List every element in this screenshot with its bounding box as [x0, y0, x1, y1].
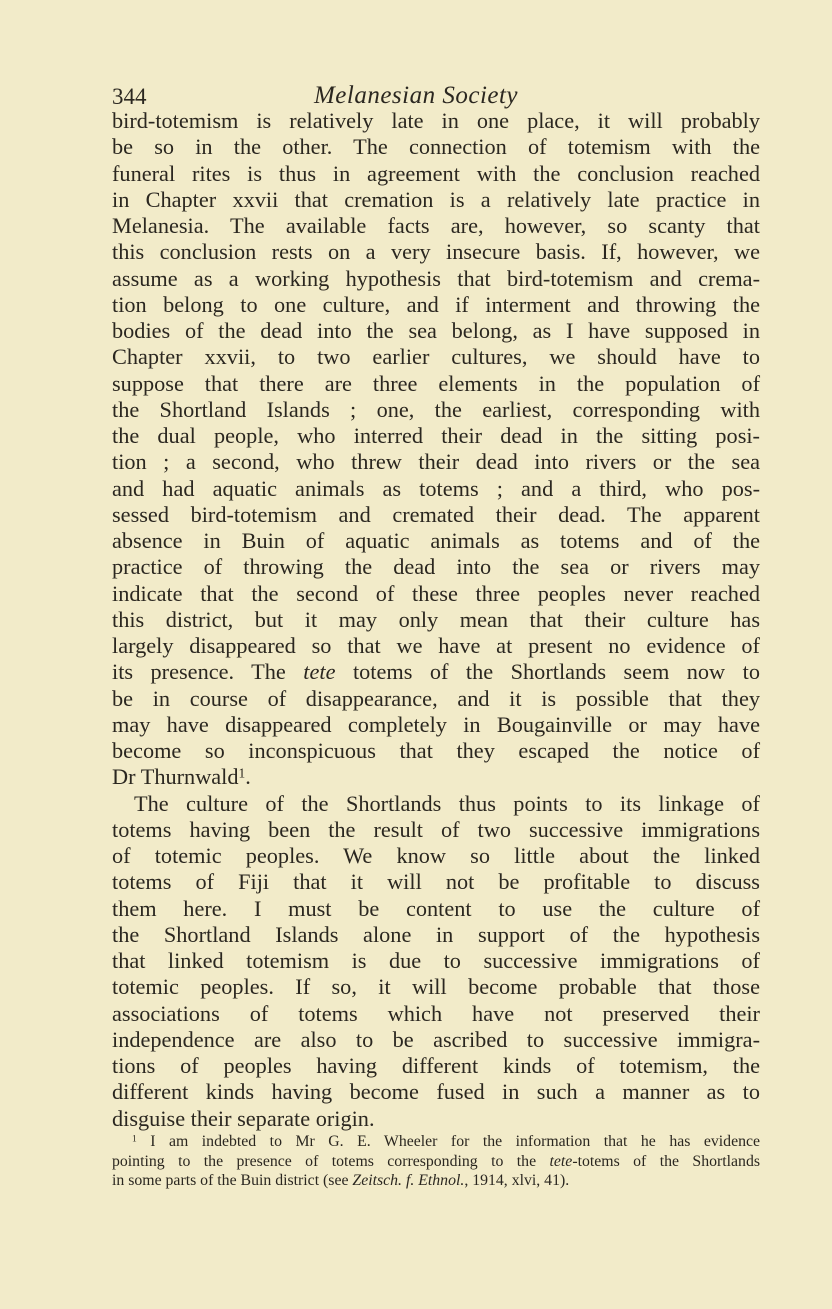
text-segment: the Shortland Islands ; one, the earliest, corresponding with: [112, 396, 760, 422]
text-segment: suppose that there are three elements in the population of: [112, 370, 760, 396]
text-segment: them here. I must be content to use the culture of: [112, 895, 760, 921]
text-segment: in some parts of the Buin district (see: [112, 1172, 353, 1189]
text-line: [112, 161, 760, 187]
footnote: [112, 1132, 760, 1191]
text-line: [112, 633, 760, 659]
text-line: [112, 869, 760, 895]
text-segment: this conclusion rests on a very insecure basis. If, however, we: [112, 239, 760, 265]
text-segment: totems having been the result of two successive immigrations: [112, 816, 760, 842]
text-line: [112, 187, 760, 213]
text-line: [112, 712, 760, 738]
text-line: [112, 1079, 760, 1105]
text-line: [112, 108, 760, 134]
text-line: [112, 1132, 760, 1152]
text-segment: become so inconspicuous that they escaped the notice of: [112, 738, 760, 763]
text-line: [112, 344, 760, 370]
text-segment: Chapter xxvii, to two earlier cultures, we should have to: [112, 344, 760, 370]
text-line: [112, 502, 760, 528]
text-segment: tion ; a second, who threw their dead into rivers or the sea: [112, 449, 760, 475]
text-segment: indicate that the second of these three peoples never reached: [112, 580, 760, 606]
italic-text: tete: [303, 659, 336, 685]
footnote-marker: 1: [238, 765, 246, 781]
text-segment: may have disappeared completely in Bougainville or may have: [112, 711, 760, 737]
text-line: [112, 134, 760, 160]
text-segment: associations of totems which have not preserved their: [112, 1000, 760, 1026]
text-segment: funeral rites is thus in agreement with the conclusion reached: [112, 160, 760, 186]
text-line: [112, 371, 760, 397]
italic-text: Zeitsch. f. Ethnol.: [352, 1172, 465, 1189]
text-line: [112, 318, 760, 344]
text-segment: this district, but it may only mean that their culture has: [112, 606, 760, 632]
text-segment: Melanesia. The available facts are, however, so scanty that: [112, 213, 760, 238]
text-line: [112, 1053, 760, 1079]
text-segment: be so in the other. The connection of totemism with the: [112, 134, 760, 160]
text-segment: different kinds having become fused in such a manner as to: [112, 1079, 760, 1105]
text-line: [112, 948, 760, 974]
text-segment: practice of throwing the dead into the sea or rivers may: [112, 554, 760, 580]
text-segment: the dual people, who interred their dead in the sitting posi-: [112, 423, 760, 448]
text-line: [112, 738, 760, 764]
text-line: [112, 922, 760, 948]
text-line: [112, 1171, 760, 1191]
text-segment: of totemic peoples. We know so little about the linked: [112, 843, 760, 868]
text-segment: be in course of disappearance, and it is possible that they: [112, 685, 760, 711]
text-segment: largely disappeared so that we have at present no evidence of: [112, 633, 760, 658]
page-number: 344: [112, 84, 147, 109]
text-line: [112, 896, 760, 922]
text-segment: sessed bird-totemism and cremated their dead. The apparent: [112, 501, 760, 527]
text-segment: bodies of the dead into the sea belong, as I have supposed in: [112, 318, 760, 343]
italic-text: tete: [549, 1152, 573, 1170]
text-segment: its presence. The: [112, 659, 304, 685]
text-segment: The culture of the Shortlands thus points to its linkage of: [134, 790, 760, 816]
text-line: [112, 974, 760, 1000]
text-segment: tions of peoples having different kinds of totemism, the: [112, 1053, 760, 1078]
text-segment: .: [245, 764, 251, 790]
text-segment: I am indebted to Mr G. E. Wheeler for the information that he has evidence: [136, 1133, 760, 1150]
text-segment: pointing to the presence of totems corresponding to the: [112, 1152, 550, 1170]
text-segment: totems of the Shortlands seem now to: [335, 659, 760, 685]
text-line: [112, 476, 760, 502]
text-line: [112, 292, 760, 318]
text-line: [112, 397, 760, 423]
text-line: [112, 581, 760, 607]
text-segment: Dr Thurnwald: [112, 764, 239, 790]
text-line: [112, 764, 760, 790]
text-segment: independence are also to be ascribed to successive immigra-: [112, 1026, 760, 1052]
text-line: [112, 817, 760, 843]
text-segment: in Chapter xxvii that cremation is a relatively late practice in: [112, 186, 760, 212]
text-line: [112, 1027, 760, 1053]
text-line: [112, 843, 760, 869]
text-segment: totemic peoples. If so, it will become probable that those: [112, 974, 760, 1000]
text-line: [112, 791, 760, 817]
text-line: [112, 1001, 760, 1027]
text-line: [112, 1106, 760, 1132]
text-line: [112, 686, 760, 712]
text-line: [112, 528, 760, 554]
text-segment: -totems of the Shortlands: [572, 1152, 761, 1170]
text-line: [112, 659, 760, 685]
text-line: [112, 239, 760, 265]
text-line: [112, 1152, 760, 1172]
text-line: [112, 423, 760, 449]
footnote-marker: 1: [132, 1134, 137, 1145]
running-title: Melanesian Society: [313, 82, 519, 109]
text-segment: absence in Buin of aquatic animals as totems and of the: [112, 528, 760, 553]
text-segment: disguise their separate origin.: [112, 1105, 375, 1131]
text-line: [112, 607, 760, 633]
text-segment: totems of Fiji that it will not be profitable to discuss: [112, 869, 760, 895]
text-line: [112, 213, 760, 239]
text-segment: and had aquatic animals as totems ; and a third, who pos-: [112, 475, 760, 501]
text-segment: the Shortland Islands alone in support of the hypothesis: [112, 921, 760, 947]
text-segment: bird-totemism is relatively late in one place, it will probably: [112, 108, 760, 133]
text-segment: tion belong to one culture, and if interment and throwing the: [112, 291, 760, 317]
text-line: [112, 266, 760, 292]
text-segment: assume as a working hypothesis that bird-totemism and crema-: [112, 265, 760, 291]
text-segment: that linked totemism is due to successive immigrations of: [112, 948, 760, 973]
body-text: [112, 108, 760, 1132]
text-line: [112, 554, 760, 580]
text-segment: , 1914, xlvi, 41).: [464, 1172, 570, 1189]
text-line: [112, 449, 760, 475]
